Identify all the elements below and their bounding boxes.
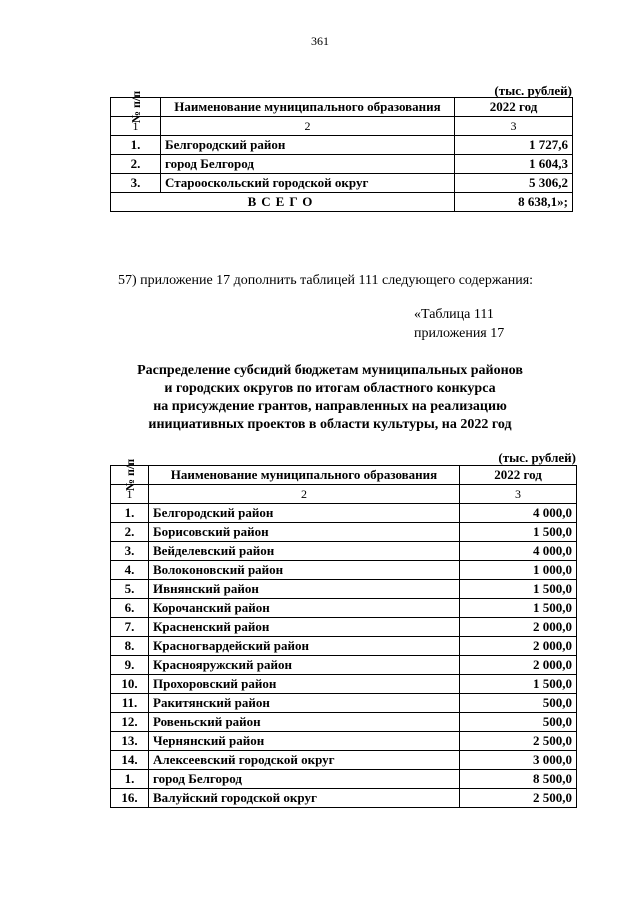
table1-row-name: Белгородский район — [161, 136, 455, 155]
table2-row-name: Ивнянский район — [149, 580, 460, 599]
table2-row-number: 8. — [111, 637, 149, 656]
table2-header-num: № п/п — [111, 466, 149, 485]
table2-row-number: 16. — [111, 789, 149, 808]
table2-row-number: 11. — [111, 694, 149, 713]
title-line4: инициативных проектов в области культуры, на 2022 год — [148, 417, 512, 432]
table1-colnum-1: 1 — [111, 117, 161, 136]
table2-row-value: 1 500,0 — [460, 523, 577, 542]
table2-row-number: 1. — [111, 770, 149, 789]
table2-colnum-2: 2 — [149, 485, 460, 504]
table2-header-name: Наименование муниципального образования — [149, 466, 460, 485]
table2-row — [111, 732, 577, 751]
table1-colnum-2: 2 — [161, 117, 455, 136]
table1-units: (тыс. рублей) — [494, 83, 572, 98]
table2-row-name: Краснояружский район — [149, 656, 460, 675]
table2-row-name: Прохоровский район — [149, 675, 460, 694]
table1-total-value: 8 638,1»; — [455, 193, 573, 212]
table2-row-value: 500,0 — [460, 713, 577, 732]
table2-row-number: 7. — [111, 618, 149, 637]
table2-row-value: 3 000,0 — [460, 751, 577, 770]
table2-row — [111, 561, 577, 580]
table1-row-name: город Белгород — [161, 155, 455, 174]
table2-row — [111, 523, 577, 542]
table2-row — [111, 713, 577, 732]
table1-header-name: Наименование муниципального образования — [161, 98, 455, 117]
table2-row — [111, 542, 577, 561]
table2-row-number: 5. — [111, 580, 149, 599]
table2-row-number: 14. — [111, 751, 149, 770]
table1-header-num: № п/п — [111, 98, 161, 117]
table2-row-number: 4. — [111, 561, 149, 580]
table1-row-number: 3. — [111, 174, 161, 193]
table2-row-name: Вейделевский район — [149, 542, 460, 561]
table2-row-value: 1 500,0 — [460, 675, 577, 694]
page-number: 361 — [311, 34, 329, 48]
table1-header-year: 2022 год — [455, 98, 573, 117]
table2-row-name: Красногвардейский район — [149, 637, 460, 656]
table1-total-label: ВСЕГО — [111, 193, 455, 212]
table2-row-value: 2 000,0 — [460, 656, 577, 675]
table2-header-row — [111, 466, 577, 485]
table-caption-line2: приложения 17 — [414, 326, 505, 341]
table2-row — [111, 656, 577, 675]
title-line1: Распределение субсидий бюджетам муниципальных районов — [137, 363, 523, 378]
table2-row-name: Белгородский район — [149, 504, 460, 523]
table2-row-value: 500,0 — [460, 694, 577, 713]
table1-row-number: 2. — [111, 155, 161, 174]
table2-column-numbers — [111, 485, 577, 504]
table1-row — [111, 174, 573, 193]
table2-row-name: Красненский район — [149, 618, 460, 637]
table2-row-number: 2. — [111, 523, 149, 542]
table1-column-numbers — [111, 117, 573, 136]
table2-row-number: 12. — [111, 713, 149, 732]
table2-row-name: Волоконовский район — [149, 561, 460, 580]
table2-row-name: Борисовский район — [149, 523, 460, 542]
table2-row-name: Чернянский район — [149, 732, 460, 751]
table1-row — [111, 136, 573, 155]
table-caption-line1: «Таблица 111 — [414, 307, 494, 322]
table2-row-value: 2 000,0 — [460, 618, 577, 637]
table1-header-row — [111, 98, 573, 117]
table1-row — [111, 155, 573, 174]
document-title — [100, 362, 560, 434]
title-line2: и городских округов по итогам областного конкурса — [164, 381, 496, 396]
table1-colnum-3: 3 — [455, 117, 573, 136]
table2-row-number: 3. — [111, 542, 149, 561]
table2-row-value: 2 000,0 — [460, 637, 577, 656]
table2-row-number: 13. — [111, 732, 149, 751]
table1-total-row — [111, 193, 573, 212]
table2-row-value: 2 500,0 — [460, 732, 577, 751]
table2-row — [111, 770, 577, 789]
table1-row-value: 1 604,3 — [455, 155, 573, 174]
table2-row-name: Алексеевский городской округ — [149, 751, 460, 770]
table2-row — [111, 675, 577, 694]
table2-row — [111, 618, 577, 637]
title-line3: на присуждение грантов, направленных на реализацию — [153, 399, 507, 414]
table2-row-number: 6. — [111, 599, 149, 618]
table2-row — [111, 504, 577, 523]
table2-row-name: Ракитянский район — [149, 694, 460, 713]
table1-row-value: 1 727,6 — [455, 136, 573, 155]
table2-row — [111, 694, 577, 713]
table2-row-value: 1 500,0 — [460, 599, 577, 618]
table2-row-name: Корочанский район — [149, 599, 460, 618]
table2-units: (тыс. рублей) — [498, 450, 576, 465]
table2-row-number: 9. — [111, 656, 149, 675]
table2-header-year: 2022 год — [460, 466, 577, 485]
table2-row-value: 1 000,0 — [460, 561, 577, 580]
table2-row — [111, 789, 577, 808]
table2-row-name: Валуйский городской округ — [149, 789, 460, 808]
table2-row — [111, 599, 577, 618]
table1-row-number: 1. — [111, 136, 161, 155]
table-caption — [414, 305, 504, 343]
table2-row — [111, 751, 577, 770]
table1-row-value: 5 306,2 — [455, 174, 573, 193]
table2-row — [111, 637, 577, 656]
table2-row-name: город Белгород — [149, 770, 460, 789]
table2-row-value: 1 500,0 — [460, 580, 577, 599]
table2-row-value: 8 500,0 — [460, 770, 577, 789]
table2-colnum-1: 1 — [111, 485, 149, 504]
table2-row-value: 4 000,0 — [460, 504, 577, 523]
table2-row-name: Ровеньский район — [149, 713, 460, 732]
table2-row-value: 4 000,0 — [460, 542, 577, 561]
table2-row-value: 2 500,0 — [460, 789, 577, 808]
table2-row-number: 1. — [111, 504, 149, 523]
table2-row-number: 10. — [111, 675, 149, 694]
table2-row — [111, 580, 577, 599]
table1-row-name: Старооскольский городской округ — [161, 174, 455, 193]
amendment-paragraph: 57) приложение 17 дополнить таблицей 111 следующего содержания: — [118, 273, 534, 288]
table2 — [110, 458, 577, 808]
table2-colnum-3: 3 — [460, 485, 577, 504]
